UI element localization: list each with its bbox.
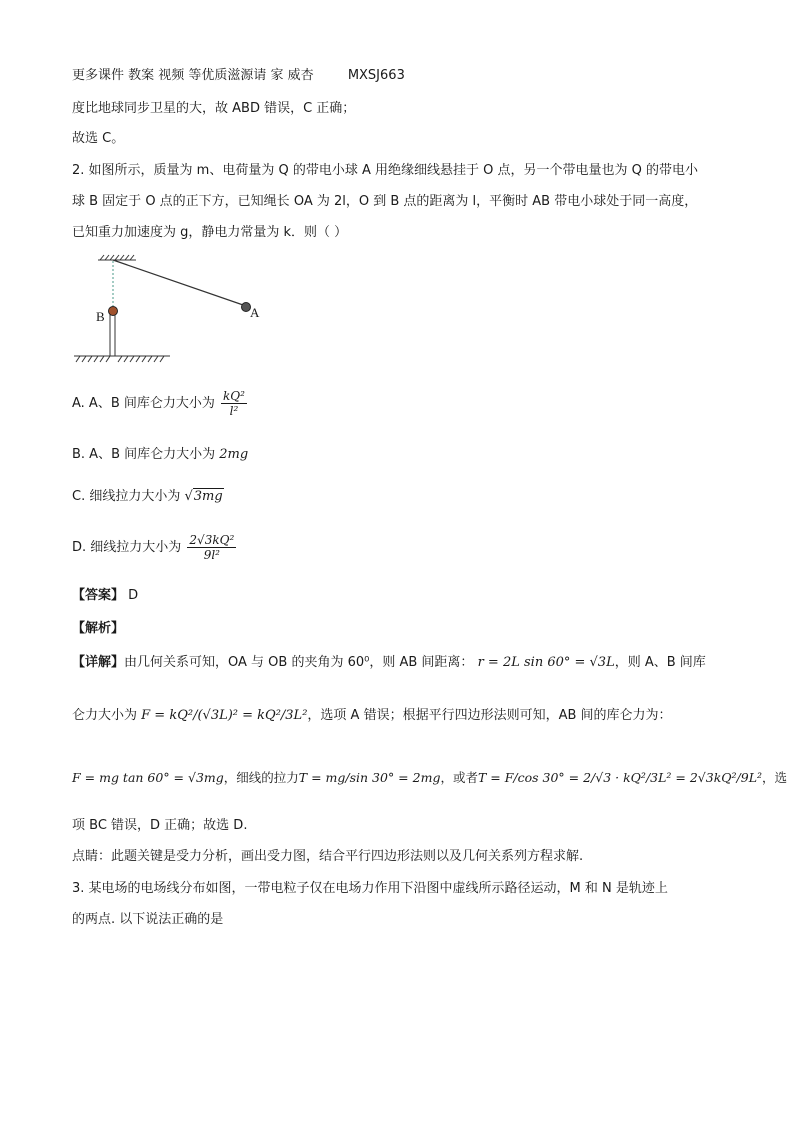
detail-line-1-tail: ，则 A、B 间库 (614, 655, 706, 670)
option-a-denominator: l² (229, 404, 239, 418)
promo-text: 更多课件 教案 视频 等优质滋源请 家 威杏 (72, 68, 314, 83)
string-oa (113, 260, 246, 306)
answer-value: D (128, 588, 139, 603)
option-a-fraction (221, 389, 247, 418)
detail-line-3 (72, 769, 787, 787)
question-2-line-2: 球 B 固定于 O 点的正下方，已知绳长 OA 为 2l，O 到 B 点的距离为 l，平衡时 AB 带电小球处于同一高度， (72, 194, 698, 209)
detail-line-2-head: 仑力大小为 (72, 708, 138, 723)
option-c-value: √3mg (184, 489, 223, 504)
detail-tag: 【详解】 (72, 655, 125, 670)
option-d-fraction (187, 533, 236, 562)
detail-line-1-text: 由几何关系可知，OA 与 OB 的夹角为 60⁰，则 AB 间距离： (124, 655, 474, 670)
tension-formula-1: T = mg/sin 30° = 2mg (298, 770, 441, 785)
detail-line-2 (72, 707, 672, 725)
option-b-prefix: B. A、B 间库仑力大小为 (72, 447, 216, 462)
question-3-line-2: 的两点. 以下说法正确的是 (72, 912, 224, 927)
question-3-line-1: 3. 某电场的电场线分布如图，一带电粒子仅在电场力作用下沿图中虚线所示路径运动，M 和 N 是轨迹上 (72, 881, 668, 896)
prev-answer-line-1: 度比地球同步卫星的大，故 ABD 错误，C 正确； (72, 101, 356, 116)
detail-line-3-mid: ，细线的拉力 (223, 770, 299, 785)
option-a (72, 388, 249, 420)
label-b: B (96, 309, 105, 324)
analysis-tag: 【解析】 (72, 621, 125, 636)
answer-line (72, 587, 138, 605)
detail-line-4: 项 BC 错误，D 正确；故选 D. (72, 818, 248, 833)
detail-line-2-tail: ，选项 A 错误；根据平行四边形法则可知，AB 间的库仑力为： (307, 708, 672, 723)
option-b-value: 2mg (219, 447, 249, 462)
comment-line: 点睛：此题关键是受力分析，画出受力图，结合平行四边形法则以及几何关系列方程求解. (72, 849, 584, 864)
option-d (72, 530, 238, 566)
option-b (72, 446, 248, 464)
option-a-numerator: kQ² (223, 389, 245, 403)
option-d-denominator: 9l² (203, 548, 220, 562)
ball-b (109, 307, 118, 316)
option-d-numerator: 2√3kQ² (189, 533, 235, 547)
detail-line-3-tail: ，选 (762, 770, 788, 785)
label-a: A (250, 305, 260, 320)
prev-answer-line-2: 故选 C。 (72, 131, 125, 146)
ceiling-support (98, 255, 136, 260)
option-d-prefix: D. 细线拉力大小为 (72, 540, 182, 555)
header-line (72, 67, 405, 85)
question-2-line-3: 已知重力加速度为 g，静电力常量为 k．则（ ） (72, 225, 348, 240)
pendulum-diagram (70, 250, 290, 370)
detail-line-3-or: ，或者 (440, 770, 478, 785)
question-2-line-1: 2. 如图所示，质量为 m、电荷量为 Q 的带电小球 A 用绝缘细线悬挂于 O 点，另一个带电量也为 Q 的带电小 (72, 163, 698, 178)
option-c-radicand: 3mg (193, 489, 223, 504)
force-formula: F = mg tan 60° = √3mg (72, 770, 224, 785)
option-c (72, 488, 224, 506)
answer-tag: 【答案】 (72, 588, 125, 603)
coulomb-formula: F = kQ²/(√3L)² = kQ²/3L² (141, 708, 308, 723)
option-a-prefix: A. A、B 间库仑力大小为 (72, 396, 215, 411)
floor (74, 356, 170, 362)
tension-formula-2: T = F/cos 30° = 2/√3 · kQ²/3L² = 2√3kQ²/9L² (477, 770, 763, 785)
distance-formula: r = 2L sin 60° = √3L (477, 655, 615, 670)
detail-line-1 (72, 654, 706, 672)
option-c-prefix: C. 细线拉力大小为 (72, 489, 181, 504)
promo-code: MXSJ663 (347, 68, 405, 83)
